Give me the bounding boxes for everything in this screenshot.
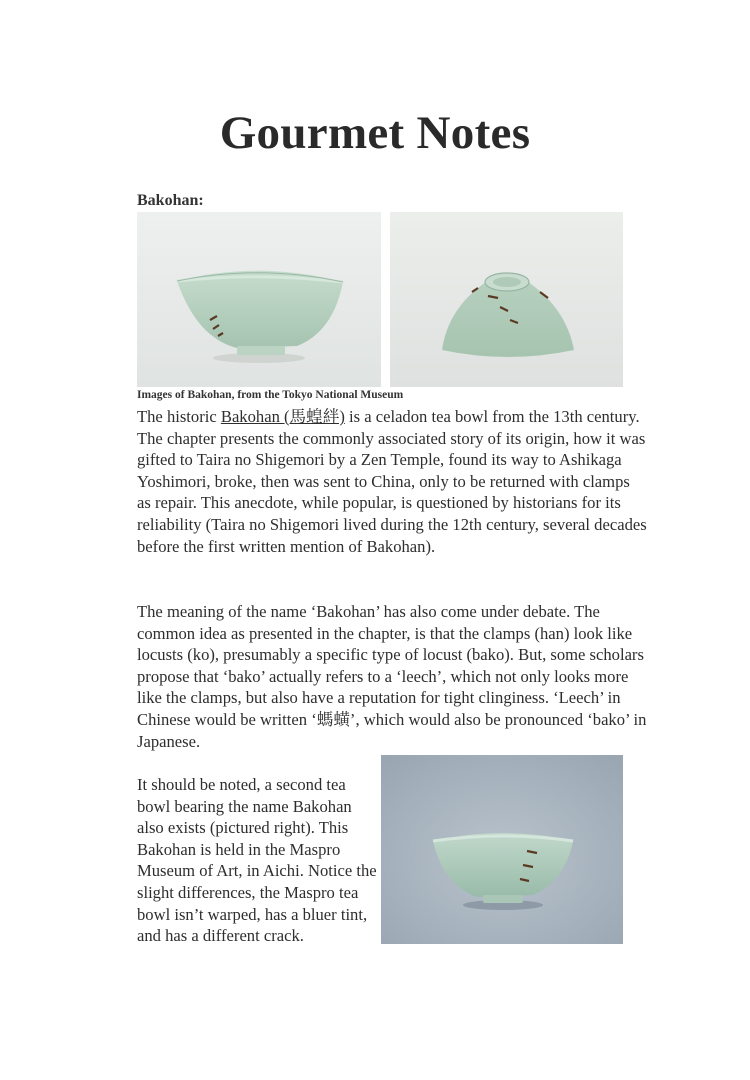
bakohan-underside-photo [390,212,623,387]
bakohan-side-photo [137,212,381,387]
bakohan-link[interactable]: Bakohan (馬蝗絆) [220,407,345,426]
maspro-bakohan-photo [381,755,623,944]
section-heading: Bakohan: [137,192,204,209]
paragraph-history [137,406,647,557]
paragraph-history-intro: The historic [137,407,221,426]
paragraph-name-meaning: The meaning of the name ‘Bakohan’ has also come under debate. The common idea as presented in the chapter, is that the clamps (han) look like locusts (ko), presumably a specific type of locust (bako). But, some scholars propose that ‘bako’ actually refers to a ‘leech’, which not only looks more like the clamps, but also have a reputation for tight clinginess. ‘Leech’ in Chinese would be written ‘螞蟥’, which would also be pronounced ‘bako’ in Japanese. [137,602,647,751]
page-title: Gourmet Notes [219,107,531,159]
paragraph-second-bowl: It should be noted, a second tea bowl bearing the name Bakohan also exists (pictured right). This Bakohan is held in the Maspro Museum of Art, in Aichi. Notice the slight differences, the Maspro tea bowl isn’t warped, has a bluer tint, and has a different crack. [137,775,377,946]
image-caption: Images of Bakohan, from the Tokyo National Museum [137,389,404,401]
paragraph-history-body: is a celadon tea bowl from the 13th century. The chapter presents the commonly associated story of its origin, how it was gifted to Taira no Shigemori by a Zen Temple, found its way to Ashikaga Yoshimori, broke, then was sent to China, only to be returned with clamps as repair. This anecdote, while popular, is questioned by historians for its reliability (Taira no Shigemori lived during the 12th century, several decades before the first written mention of Bakohan). [137,407,647,556]
